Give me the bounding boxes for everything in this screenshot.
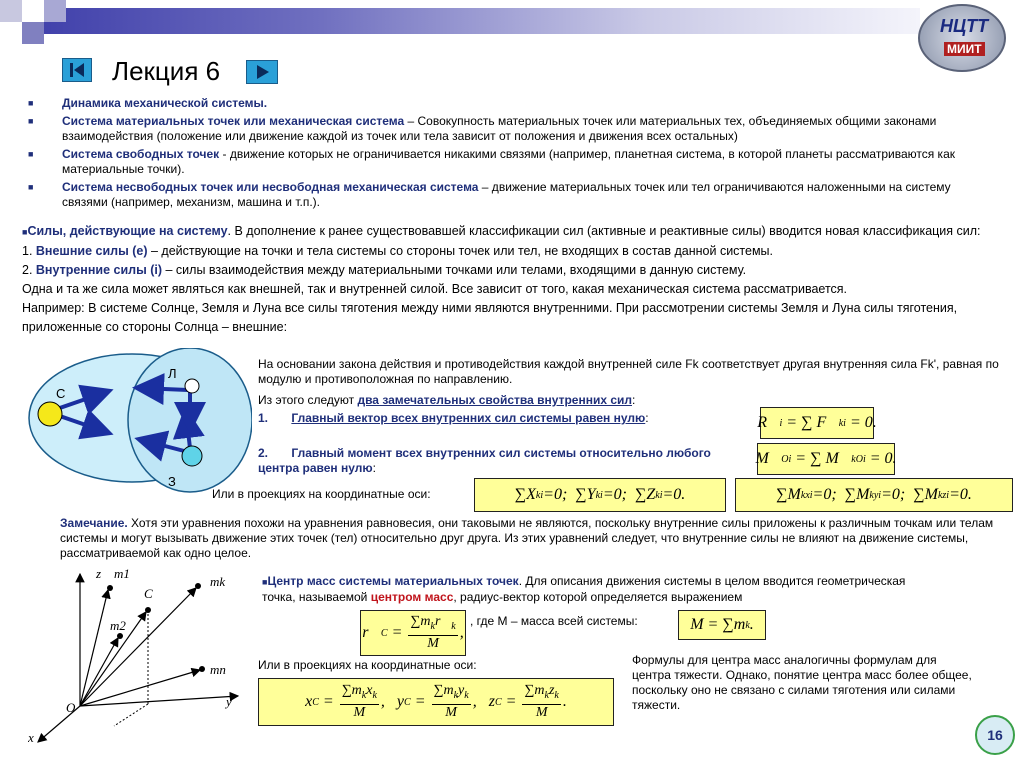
y-label: y	[226, 694, 232, 709]
mass-definition: , где М – масса всей системы:	[470, 614, 638, 628]
forces-section	[22, 222, 1022, 337]
logo-sub: МИИТ	[944, 42, 985, 56]
projections-label: Или в проекциях на координатные оси:	[212, 487, 431, 501]
property-2: 2. Главный момент всех внутренних сил системы относительно любого центра равен нулю:	[258, 446, 711, 475]
mk-label: mk	[210, 574, 226, 589]
sun-earth-moon-diagram	[22, 348, 252, 498]
forces-external: 1. Внешние силы (e) – действующие на точки и тела системы со стороны точек или тел, не входящих в состав данной системы.	[22, 244, 774, 258]
main-moment-formula: M⃗ O i = ∑ M⃗ kO i = 0.	[757, 443, 895, 475]
earth-label: З	[168, 474, 176, 489]
m2-label: m2	[110, 618, 126, 633]
mn-label: mn	[210, 662, 226, 677]
force-arrow	[140, 388, 188, 390]
property-1: 1. Главный вектор всех внутренних сил системы равен нулю:	[258, 411, 649, 425]
forces-intro: ■Силы, действующие на систему. В дополнение к ранее существовавшей классификации сил (активные и реактивные силы) вводится новая классификация сил:	[22, 224, 981, 238]
point-mn	[199, 666, 205, 672]
page-title: Лекция 6	[112, 56, 221, 86]
bullet-list	[28, 96, 988, 210]
center-of-mass-formula: r⃗ C = $\sum m_kr⃗_k$ M ,	[360, 610, 466, 656]
moon-point	[185, 379, 199, 393]
bullet-item: ■ Система свободных точек - движение которых не ограничивается никакими связями (например, планетная система, в которой планеты рассматриваются как материальные точки).	[28, 147, 955, 176]
bullet-item: ■ Система несвободных точек или несвободная механическая система – движение материальных точек или тел ограничиваются наложенными на систему связями (например, механизм, машина и т.п.).	[28, 180, 951, 209]
m1-label: m1	[114, 566, 130, 581]
com-note: Формулы для центра масс аналогичны формулам для центра тяжести. Однако, понятие центра масс более общее, поскольку оно не связано с силами тяготения или силами тяжести.	[632, 653, 972, 712]
logo	[918, 4, 1006, 72]
prev-slide-button[interactable]	[62, 58, 92, 82]
next-slide-button[interactable]	[246, 60, 278, 84]
x-label: x	[28, 730, 34, 745]
earth-point	[182, 446, 202, 466]
com-projection-formula: x C = $\sum m_kx_k$ M , y C = $\sum m_ky_k$ M , z C = $\sum m_kz_k$ M .	[258, 678, 614, 726]
forces-note: Одна и та же сила может являться как внешней, так и внутренней силой. Все зависит от того, какая механическая система рассматривается.	[22, 282, 848, 296]
point-m2	[117, 633, 123, 639]
internal-forces-text: На основании закона действия и противодействия каждой внутренней силе Fk соответствует другая внутренняя сила Fk', равная по модулю и противоположная по направлению.	[258, 357, 999, 386]
page-number: 16	[987, 727, 1003, 743]
center-of-mass-diagram	[28, 566, 254, 746]
main-vector-formula: R⃗ i = ∑ F⃗ k i = 0.	[760, 407, 874, 439]
point-m1	[107, 585, 113, 591]
z-label: z	[96, 566, 102, 581]
remark: Замечание. Хотя эти уравнения похожи на уравнения равновесия, они таковыми не являются, поскольку внутренние силы приложены к различным точкам или телам системы и могут вызывать движение этих точек (тел) относительно друг друга. Из этих уравнений следует, что внутренние силы не влияют на движение системы, рассматриваемой как одно целое.	[60, 516, 994, 560]
logo-text: НЦТТ	[940, 16, 989, 36]
bullet-item: ■ Система материальных точек или механическая система – Совокупность материальных точек или материальных тех, объединяемых общими законами взаимодействия (положение или движение каждой из точек или тела зависит от положения и движения всех остальных)	[28, 114, 937, 143]
total-mass-formula: M = ∑m k .	[678, 610, 766, 640]
page-number-badge	[975, 715, 1015, 755]
projection-line	[114, 704, 148, 726]
bullet-item: ■ Динамика механической системы.	[28, 96, 268, 110]
sun-label: С	[56, 386, 66, 401]
properties-intro: Из этого следуют два замечательных свойства внутренних сил:	[258, 393, 636, 407]
header-bar	[0, 8, 920, 34]
y-axis	[80, 696, 238, 706]
corner-squares	[0, 0, 80, 50]
center-of-mass-text: ■Центр масс системы материальных точек. Для описания движения системы в целом вводится геометрическая точка, называемой центром масс, радиус-вектор которой определяется выражением	[262, 574, 906, 604]
forces-example: Например: В системе Солнце, Земля и Луна все силы тяготения между ними являются внутренними. При рассмотрении системы Земля и Луна силы тяготения, приложенные со стороны Солнца – внешние:	[22, 301, 958, 334]
radius-vector-r1	[80, 590, 108, 706]
point-c	[145, 607, 151, 613]
moon-label: Л	[168, 366, 177, 381]
forces-internal: 2. Внутренние силы (i) – силы взаимодействия между материальными точками или телами, входящими в данную систему.	[22, 263, 747, 277]
c-label: C	[144, 586, 153, 601]
com-projections-label: Или в проекциях на координатные оси:	[258, 658, 477, 672]
sun-point	[38, 402, 62, 426]
force-projection-formula: ∑X k i =0; ∑Y k i =0; ∑Z k i =0.	[474, 478, 726, 512]
moment-projection-formula: ∑M kx i =0; ∑M ky i =0; ∑M kz i =0.	[735, 478, 1013, 512]
point-mk	[195, 583, 201, 589]
origin-label: O	[66, 700, 76, 715]
